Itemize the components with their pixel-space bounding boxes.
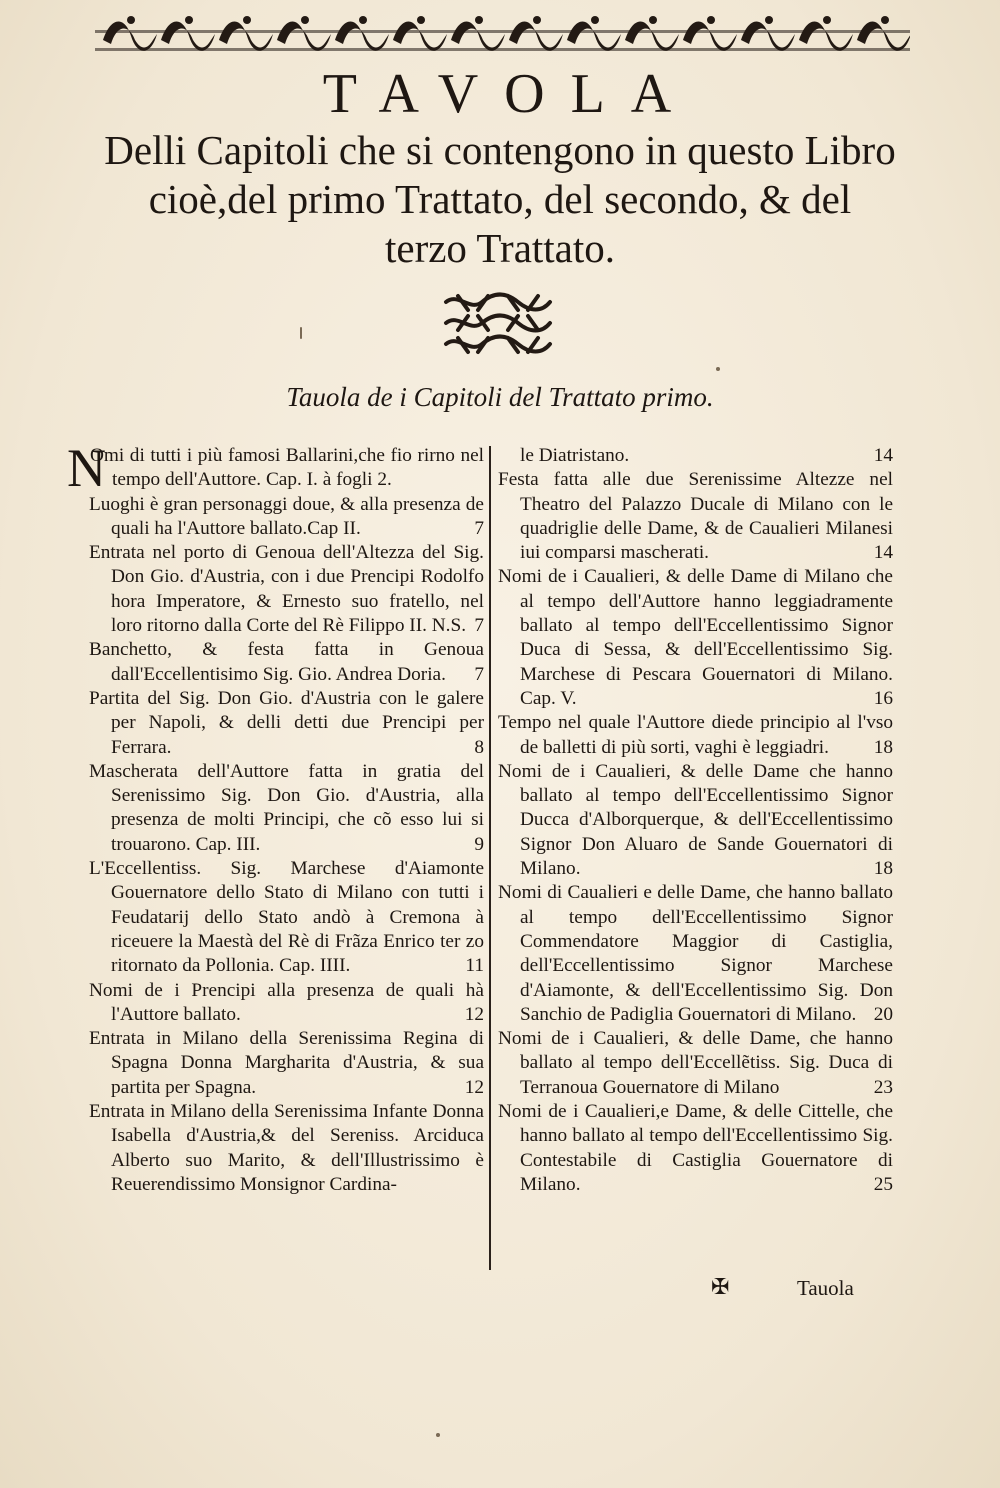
band-motif: [243, 16, 251, 24]
paper-speck: [300, 327, 302, 339]
toc-entry: [89, 1027, 484, 1100]
entry-text: le Diatristano.: [520, 445, 630, 466]
band-motif: [649, 16, 657, 24]
band-motif: [591, 16, 599, 24]
entry-text: Partita del Sig. Don Gio. d'Austria con le galere per Napoli, & delli detti due Prencipi per Ferrara.: [89, 687, 484, 758]
toc-entry: [498, 1027, 893, 1100]
band-motif: [567, 21, 621, 50]
band-motif: [625, 21, 679, 50]
band-motif: [359, 16, 367, 24]
entry-text: Festa fatta alle due Serenissime Altezze nel Theatro del Palazzo Ducale di Milano con le quadriglie delle Dame, & de Caualieri Milanesi iui comparsi mascherati.: [498, 469, 893, 564]
band-motif: [799, 21, 853, 50]
fleuron-ornament: [438, 290, 558, 356]
signature-mark: ✠: [711, 1275, 730, 1300]
paper-speck: [716, 367, 720, 371]
band-motif: [765, 16, 773, 24]
band-motif: [881, 16, 889, 24]
page-number: 7: [474, 663, 484, 685]
entry-text: Nomi de i Caualieri,e Dame, & delle Cittelle, che hanno ballato al tempo dell'Eccellentissimo Sig. Contestabile di Castiglia Gouernatore di Milano.: [498, 1101, 893, 1195]
toc-entry: [498, 565, 893, 711]
toc-entry-continuation: [498, 444, 893, 468]
drop-cap: N: [67, 438, 106, 498]
page-number: 18: [873, 736, 893, 758]
entry-text: Omi di tutti i più famosi Ballarini,che fio rirno nel tempo dell'Auttore. Cap. I. à fogli: [90, 445, 484, 491]
band-motif: [417, 16, 425, 24]
page-number: 7: [474, 517, 484, 539]
page-number: 7: [474, 615, 484, 637]
entry-text: Banchetto, & festa fatta in Genoua dall'Eccellentisimo Sig. Gio. Andrea Doria.: [89, 639, 484, 685]
band-motif: [277, 21, 331, 50]
toc-entry: [89, 541, 484, 638]
page-number: 23: [873, 1076, 893, 1098]
page-number: 12: [464, 1076, 484, 1098]
page-title: TAVOLA: [322, 63, 698, 125]
band-motif: [393, 21, 447, 50]
band-motif: [823, 16, 831, 24]
toc-entry: [89, 1100, 484, 1197]
entry-text: Nomi di Caualieri e delle Dame, che hanno ballato al tempo dell'Eccellentissimo Signor Commendatore Maggior di Castiglia, dell'Eccellentissimo Signor Marchese d'Aiamonte, & dell'Eccellentissimo Sig. Don Sanchio de Padiglia Gouernatori di Milano.: [498, 882, 893, 1025]
page-number: 14: [873, 445, 893, 466]
band-motif: [161, 21, 215, 50]
band-motif: [301, 16, 309, 24]
entry-text: Entrata nel porto di Genoua dell'Altezza del Sig. Don Gio. d'Austria, con i due Prencipi Rodolfo hora Imperatore, & Ernesto suo fratello, nel loro ritorno dalla Corte del Rè Filippo II. N.S.: [89, 542, 484, 637]
band-motif: [741, 21, 795, 50]
entry-text: Mascherata dell'Auttore fatta in gratia del Serenissimo Sig. Don Gio. d'Austria, alla presenza de molti Principi, che cõ esso lui si trouarono. Cap. III.: [89, 760, 484, 855]
page-number: 20: [873, 1003, 893, 1025]
toc-entry: [498, 711, 893, 760]
toc-entry: [67, 438, 484, 498]
catchword: Tauola: [797, 1276, 854, 1300]
toc-entry: [89, 493, 484, 542]
page-number: 11: [465, 955, 484, 977]
toc-entry: [89, 687, 484, 760]
entry-text: Tempo nel quale l'Auttore diede principio al l'vso de balletti di più sorti, vaghi è leggiadri.: [498, 712, 893, 758]
band-motif: [219, 21, 273, 50]
page-subtitle: [70, 126, 930, 273]
band-motif: [451, 21, 505, 50]
toc-entry: [89, 857, 484, 978]
subtitle-line: terzo Trattato.: [384, 225, 616, 271]
page-number: 9: [474, 833, 484, 855]
toc-entry: [498, 1100, 893, 1197]
toc-entry: [89, 638, 484, 687]
section-heading: Tauola de i Capitoli del Trattato primo.: [286, 382, 714, 412]
page-number: 2.: [377, 469, 392, 491]
band-motif: [683, 21, 737, 50]
band-motif: [707, 16, 715, 24]
page-number: 12: [464, 1003, 484, 1025]
toc-entry: [89, 979, 484, 1028]
band-motif: [533, 16, 541, 24]
subtitle-line: Delli Capitoli che si contengono in questo Libro: [104, 127, 896, 173]
page-number: 25: [873, 1173, 893, 1195]
entry-text: Nomi de i Caualieri, & delle Dame, che hanno ballato al tempo dell'Eccellẽtiss. Sig. Duca di Terranoua Gouernatore di Milano: [498, 1028, 893, 1098]
column-rule: [489, 446, 491, 1270]
page-number: 14: [873, 542, 893, 564]
paper-speck: [436, 1433, 440, 1437]
entry-text: L'Eccellentiss. Sig. Marchese d'Aiamonte Gouernatore dello Stato di Milano con tutti i Feudatarij dello Stato andò à Cremona à riceuere la Maestà del Rè di Frãza Enrico ter zo ritornato da Pollonia. Cap. IIII.: [89, 858, 484, 977]
toc-entry: [89, 760, 484, 857]
entry-text: Entrata in Milano della Serenissima Infante Donna Isabella d'Austria,& del Sereniss. Arciduca Alberto suo Marito, & dell'Illustrissimo è Reuerendissimo Monsignor Cardina-: [89, 1101, 484, 1195]
toc-entry: [498, 760, 893, 881]
page-number: 8: [474, 736, 484, 758]
entry-text: Nomi de i Caualieri, & delle Dame di Milano che al tempo dell'Auttore hanno leggiadramente ballato al tempo dell'Eccellentissimo Signor Duca di Sessa, & dell'Eccellentissimo Sig. Marchese di Pescara Gouernatori di Milano. Cap. V.: [498, 566, 893, 709]
band-motif: [185, 16, 193, 24]
toc-entry: [498, 881, 893, 1027]
band-motif: [127, 16, 135, 24]
band-motif: [475, 16, 483, 24]
subtitle-line: cioè,del primo Trattato, del secondo, & del: [148, 176, 852, 222]
page-number: 18: [873, 858, 893, 880]
page-number: 16: [873, 687, 893, 709]
right-column: [498, 444, 893, 1197]
left-column: [67, 438, 484, 1197]
band-motif: [509, 21, 563, 50]
toc-entry: [498, 468, 893, 565]
entry-text: Entrata in Milano della Serenissima Regina di Spagna Donna Margharita d'Austria, & sua partita per Spagna.: [89, 1028, 484, 1098]
band-motif: [857, 21, 910, 50]
band-motif: [335, 21, 389, 50]
entry-text: Luoghi è gran personaggi doue, & alla presenza de quali ha l'Auttore ballato.Cap II.: [89, 493, 484, 539]
band-motif: [103, 21, 157, 50]
entry-text: Nomi de i Caualieri, & delle Dame che hanno ballato al tempo dell'Eccellentissimo Signor Ducca d'Alborquerque, & dell'Eccellentissimo Signor Don Aluaro de Sande Gouernatori di Milano.: [498, 760, 893, 880]
entry-text: Nomi de i Prencipi alla presenza de quali hà l'Auttore ballato.: [89, 979, 484, 1025]
ornamental-headband: [95, 10, 910, 62]
